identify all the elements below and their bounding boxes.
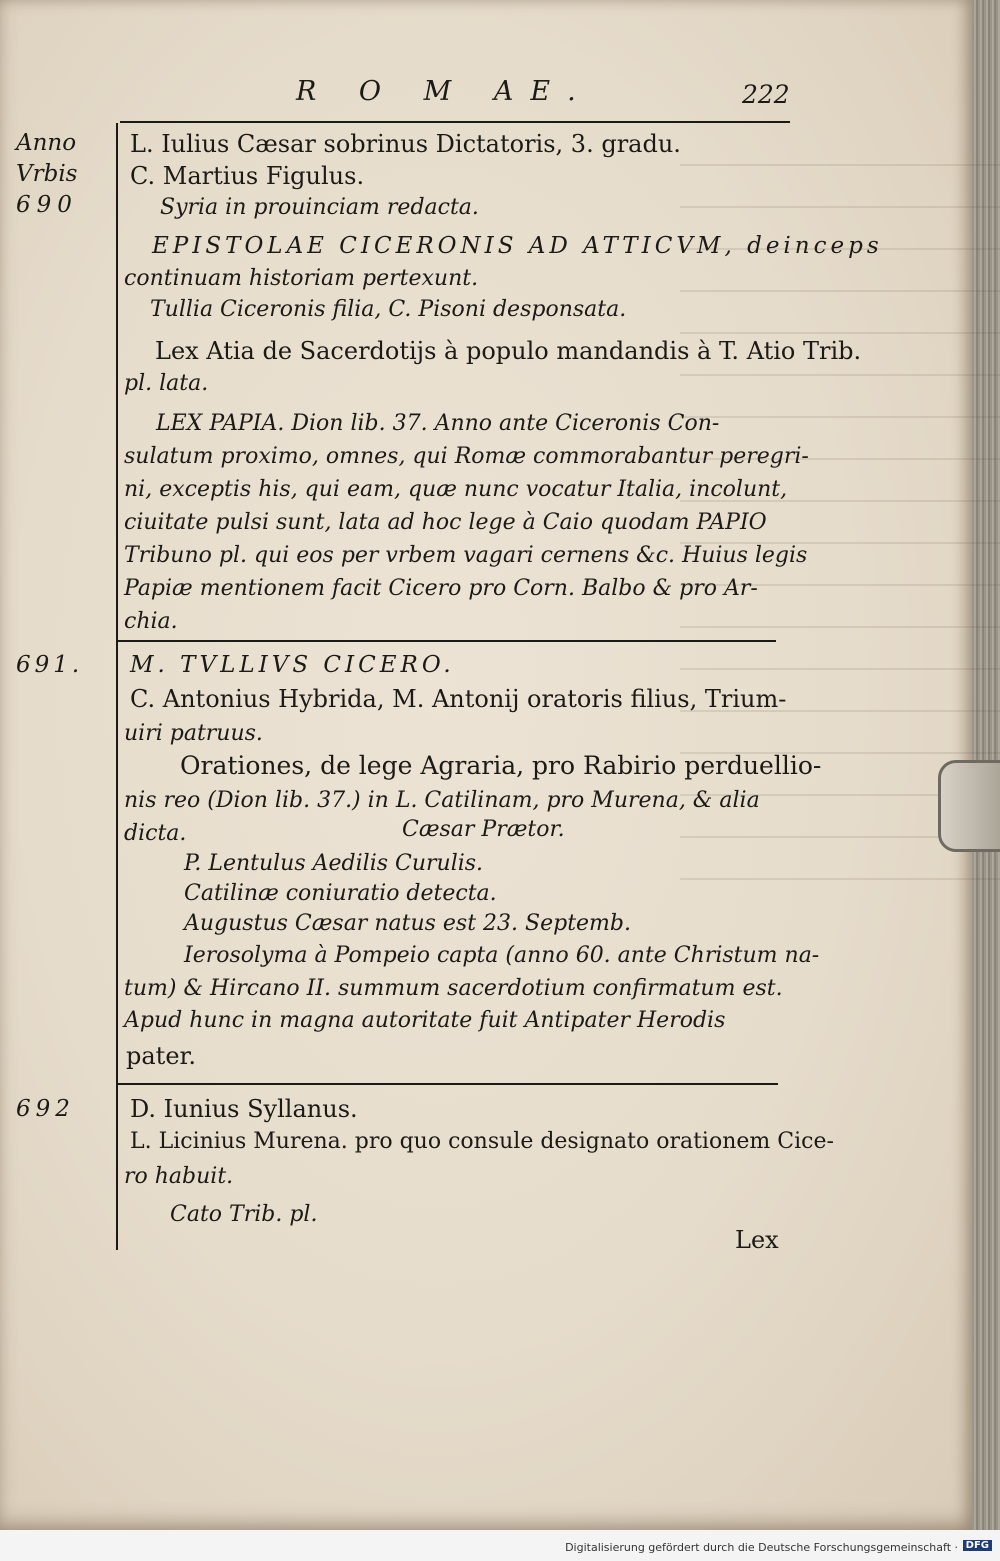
text-line-9: LEX PAPIA. Dion lib. 37. Anno ante Ciceronis Con- — [156, 411, 720, 436]
page-number: 222 — [742, 80, 790, 109]
text-line-11: ni, exceptis his, qui eam, quæ nunc vocatur Italia, incolunt, — [124, 477, 788, 502]
text-line-18: uiri patruus. — [124, 721, 263, 746]
margin-note-year-692: 692 — [16, 1096, 75, 1122]
text-line-30: L. Licinius Murena. pro quo consule designato orationem Cice- — [130, 1129, 834, 1154]
text-line-29: D. Iunius Syllanus. — [130, 1095, 358, 1123]
text-line-2: C. Martius Figulus. — [130, 162, 365, 190]
text-line-27: Apud hunc in magna autoritate fuit Antipater Herodis — [124, 1008, 726, 1033]
book-clasp — [938, 760, 1000, 852]
margin-note-year-691: 691. — [16, 652, 84, 678]
text-line-6: Tullia Ciceronis filia, C. Pisoni desponsata. — [150, 297, 627, 322]
text-line-32: Cato Trib. pl. — [170, 1202, 318, 1227]
running-head-title: R O M AE. — [296, 76, 593, 107]
column-rule — [116, 123, 118, 1250]
text-line-21a: dicta. — [124, 821, 187, 846]
dfg-logo: DFG — [963, 1540, 992, 1551]
margin-note-vrbis: Vrbis — [16, 161, 78, 187]
text-line-12: ciuitate pulsi sunt, lata ad hoc lege à Caio quodam PAPIO — [124, 510, 767, 535]
text-line-31: ro habuit. — [124, 1164, 234, 1189]
text-line-7: Lex Atia de Sacerdotijs à populo mandandis à T. Atio Trib. — [155, 337, 862, 365]
section-rule-692 — [118, 1083, 778, 1085]
text-line-15: chia. — [124, 609, 178, 634]
text-line-22: P. Lentulus Aedilis Curulis. — [184, 851, 484, 876]
text-line-21b: Cæsar Prætor. — [402, 817, 565, 842]
margin-note-anno: Anno — [16, 130, 77, 156]
text-line-13: Tribuno pl. qui eos per vrbem vagari cernens &c. Huius legis — [124, 543, 808, 568]
text-line-28: pater. — [126, 1042, 196, 1070]
text-line-26: tum) & Hircano II. summum sacerdotium confirmatum est. — [124, 976, 783, 1001]
text-line-24: Augustus Cæsar natus est 23. Septemb. — [184, 911, 631, 936]
section-rule-691 — [118, 640, 776, 642]
text-line-25: Ierosolyma à Pompeio capta (anno 60. ante Christum na- — [184, 943, 820, 968]
text-line-23: Catilinæ coniuratio detecta. — [184, 881, 497, 906]
catchword: Lex — [735, 1226, 779, 1254]
text-line-8: pl. lata. — [124, 371, 209, 396]
text-line-5: continuam historiam pertexunt. — [124, 266, 479, 291]
text-line-14: Papiæ mentionem facit Cicero pro Corn. Balbo & pro Ar- — [124, 576, 758, 601]
text-line-17: C. Antonius Hybrida, M. Antonij oratoris filius, Trium- — [130, 685, 787, 713]
text-line-1: L. Iulius Cæsar sobrinus Dictatoris, 3. gradu. — [130, 130, 681, 158]
text-line-16: M. TVLLIVS CICERO. — [130, 652, 455, 678]
text-line-4: EPISTOLAE CICERONIS AD ATTICVM, deinceps — [152, 233, 883, 259]
text-line-10: sulatum proximo, omnes, qui Romæ commorabantur peregri- — [124, 444, 809, 469]
margin-note-year-690: 690 — [16, 192, 78, 218]
text-line-19: Orationes, de lege Agraria, pro Rabirio perduellio- — [180, 751, 822, 780]
digitization-credit: Digitalisierung gefördert durch die Deutsche Forschungsgemeinschaft · — [565, 1541, 958, 1554]
header-rule — [120, 121, 790, 123]
text-line-3: Syria in prouinciam redacta. — [160, 195, 479, 220]
text-line-20: nis reo (Dion lib. 37.) in L. Catilinam, pro Murena, & alia — [124, 788, 760, 813]
